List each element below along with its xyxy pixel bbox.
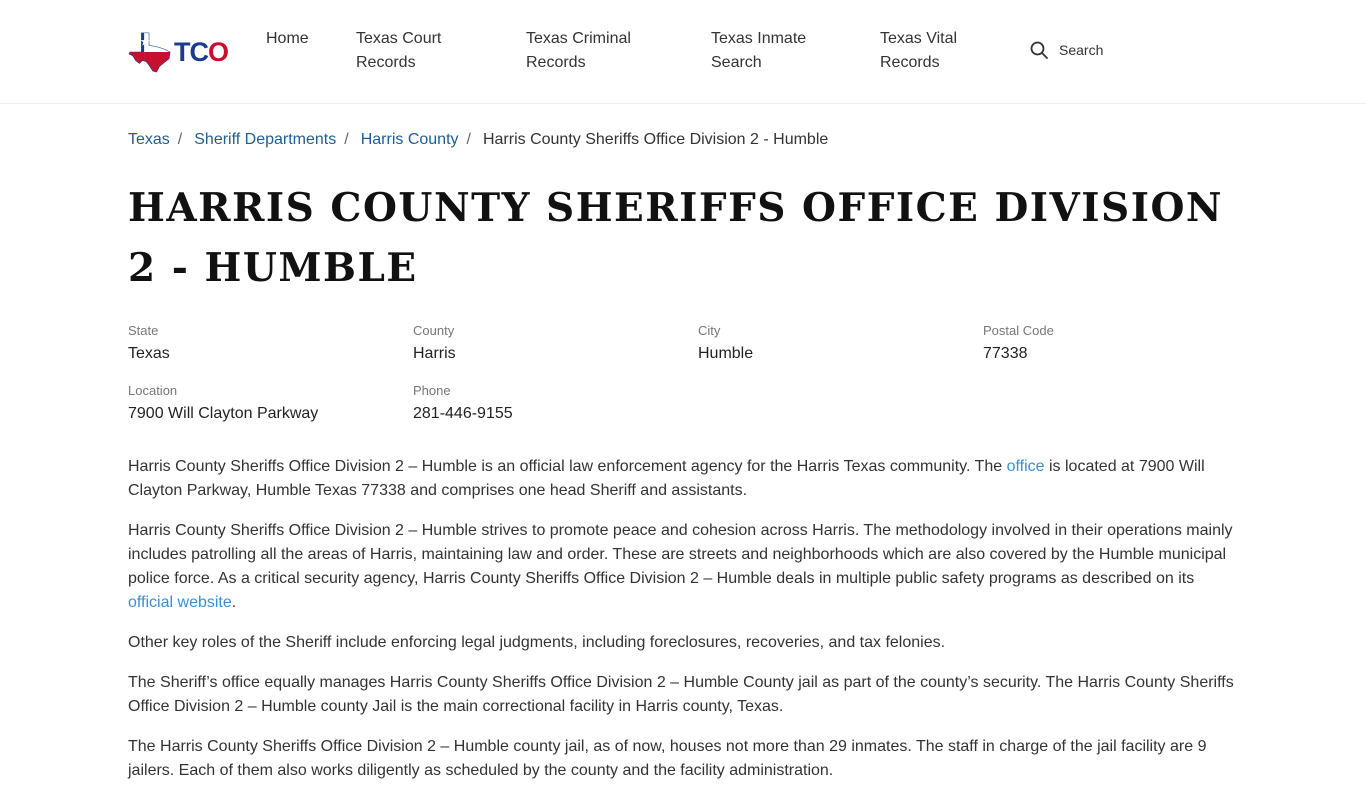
- detail-label: Location: [128, 383, 178, 398]
- detail-label: County: [413, 323, 455, 338]
- logo-wordmark: TCO: [173, 36, 228, 67]
- paragraph-roles: Other key roles of the Sheriff include enforcing legal judgments, including foreclosures, recoveries, and tax felonies.: [128, 634, 946, 651]
- search-icon: [1030, 41, 1048, 59]
- detail-label: State: [128, 323, 159, 338]
- detail-city: [698, 323, 753, 364]
- breadcrumb-separator: /: [177, 131, 183, 148]
- paragraph-inmates: The Harris County Sheriffs Office Division 2 – Humble county jail, as of now, houses not more than 29 inmates. The staff in charge of the jail facility are 9 jailers. Each of them also works diligently as scheduled by the county and the facility administration.: [128, 738, 1207, 779]
- breadcrumb-separator: /: [344, 131, 349, 148]
- search-button[interactable]: [1030, 41, 1103, 59]
- office-link[interactable]: office: [1006, 458, 1045, 475]
- detail-value: Harris: [413, 345, 456, 362]
- breadcrumb-separator: /: [466, 131, 471, 148]
- site-logo[interactable]: [128, 30, 228, 74]
- search-label: Search: [1059, 42, 1104, 58]
- breadcrumb-harris-county[interactable]: Harris County: [360, 131, 459, 148]
- article-body: [128, 455, 1238, 799]
- breadcrumb-texas[interactable]: Texas: [128, 131, 170, 148]
- detail-value: 7900 Will Clayton Parkway: [128, 405, 319, 422]
- detail-state: [128, 323, 170, 364]
- detail-label: Phone: [413, 383, 451, 398]
- detail-value: 77338: [983, 345, 1028, 362]
- detail-value: Texas: [128, 345, 170, 362]
- nav-texas-criminal-records[interactable]: Texas Criminal Records: [526, 30, 631, 71]
- paragraph-jail: The Sheriff’s office equally manages Harris County Sheriffs Office Division 2 – Humble County jail as part of the county’s security. The Harris County Sheriffs Office Division 2 – Humble county Jail is the main correctional facility in Harris county, Texas.: [128, 674, 1234, 715]
- nav-home[interactable]: Home: [266, 30, 309, 47]
- breadcrumb-current: Harris County Sheriffs Office Division 2 - Humble: [482, 131, 829, 148]
- official-website-link[interactable]: official website: [128, 594, 232, 611]
- nav-texas-court-records[interactable]: Texas Court Records: [356, 30, 442, 71]
- detail-label: City: [698, 323, 721, 338]
- page-title: HARRIS COUNTY SHERIFFS OFFICE DIVISION 2 - HUMBLE: [128, 185, 1224, 291]
- texas-flag-map-icon: [128, 30, 172, 74]
- paragraph-operations: Harris County Sheriffs Office Division 2 – Humble strives to promote peace and cohesion across Harris. The methodology involved in their operations mainly includes patrolling all the areas of Harris, maintaining law and order. These are streets and neighborhoods which are also covered by the Humble municipal police force. As a critical security agency, Harris County Sheriffs Office Division 2 – Humble deals in multiple public safety programs as described on its official website.: [128, 522, 1233, 611]
- nav-texas-inmate-search[interactable]: Texas Inmate Search: [711, 30, 807, 71]
- paragraph-intro: Harris County Sheriffs Office Division 2 – Humble is an official law enforcement agency for the Harris Texas community. The office is located at 7900 Will Clayton Parkway, Humble Texas 77338 and comprises one head Sheriff and assistants.: [128, 458, 1205, 499]
- detail-postal-code: [983, 323, 1054, 364]
- detail-county: [413, 323, 456, 364]
- detail-value: 281-446-9155: [413, 405, 513, 422]
- breadcrumb: [128, 130, 828, 150]
- detail-value: Humble: [698, 345, 754, 362]
- breadcrumb-sheriff-departments[interactable]: Sheriff Departments: [194, 131, 337, 148]
- detail-label: Postal Code: [983, 323, 1054, 338]
- detail-phone: [413, 383, 513, 424]
- nav-texas-vital-records[interactable]: Texas Vital Records: [880, 30, 958, 71]
- detail-location: [128, 383, 318, 424]
- site-header: [0, 0, 1366, 104]
